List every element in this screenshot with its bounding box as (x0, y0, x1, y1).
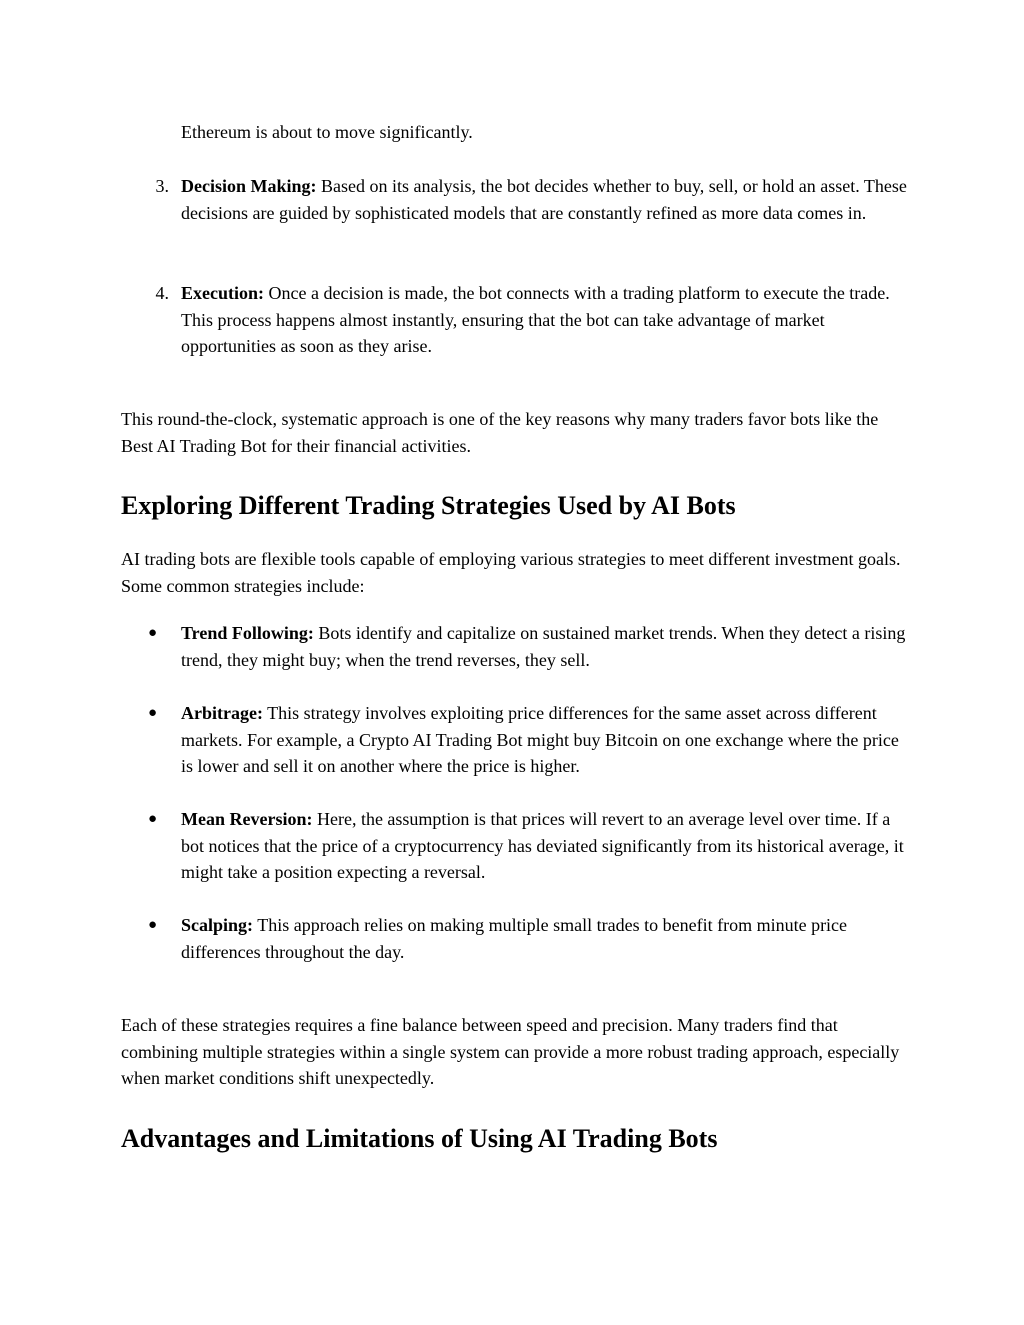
bullet-icon: ● (148, 917, 158, 933)
bullet-icon: ● (148, 625, 158, 641)
bullet-list-item (121, 806, 911, 886)
numbered-list-item (121, 173, 911, 226)
list-item-text: Bots identify and capitalize on sustained market trends. When they detect a rising trend, they might buy; when the trend reverses, they sell. (181, 623, 906, 670)
bullet-icon: ● (148, 705, 158, 721)
bullet-list-item (121, 620, 911, 673)
section-heading: Advantages and Limitations of Using AI Trading Bots (121, 1124, 718, 1153)
bullet-list-item (121, 700, 911, 780)
list-item-text: Here, the assumption is that prices will revert to an average level over time. If a bot notices that the price of a cryptocurrency has deviated significantly from its historical average, it might take a position expecting a reversal. (181, 809, 904, 882)
list-number: 3. (155, 176, 169, 196)
numbered-list-item (121, 280, 911, 360)
section-heading: Exploring Different Trading Strategies Used by AI Bots (121, 491, 736, 520)
list-item-term: Trend Following: (181, 623, 314, 643)
bullet-icon: ● (148, 811, 158, 827)
list-item-text: Based on its analysis, the bot decides whether to buy, sell, or hold an asset. These decisions are guided by sophisticated models that are constantly refined as more data comes in. (181, 176, 907, 223)
list-item-text: This approach relies on making multiple small trades to benefit from minute price differences throughout the day. (181, 915, 848, 962)
paragraph: This round-the-clock, systematic approach is one of the key reasons why many traders favor bots like the Best AI Trading Bot for their financial activities. (121, 409, 879, 456)
paragraph: Each of these strategies requires a fine balance between speed and precision. Many traders find that combining multiple strategies within a single system can provide a more robust trading approach, especially when market conditions shift unexpectedly. (121, 1015, 900, 1088)
list-item-term: Scalping: (181, 915, 254, 935)
bullet-list-item (121, 912, 911, 965)
paragraph: AI trading bots are flexible tools capable of employing various strategies to meet different investment goals. Some common strategies include: (121, 549, 901, 596)
list-continuation-text: Ethereum is about to move significantly. (181, 122, 473, 142)
list-item-term: Execution: (181, 283, 264, 303)
list-item-term: Decision Making: (181, 176, 317, 196)
list-item-term: Mean Reversion: (181, 809, 313, 829)
list-item-text: Once a decision is made, the bot connects with a trading platform to execute the trade. This process happens almost instantly, ensuring that the bot can take advantage of market opportunities as soon as they arise. (181, 283, 890, 356)
list-item-text: This strategy involves exploiting price differences for the same asset across different markets. For example, a Crypto AI Trading Bot might buy Bitcoin on one exchange where the price is lower and sell it on another where the price is higher. (181, 703, 899, 776)
list-number: 4. (155, 283, 169, 303)
list-item-term: Arbitrage: (181, 703, 263, 723)
